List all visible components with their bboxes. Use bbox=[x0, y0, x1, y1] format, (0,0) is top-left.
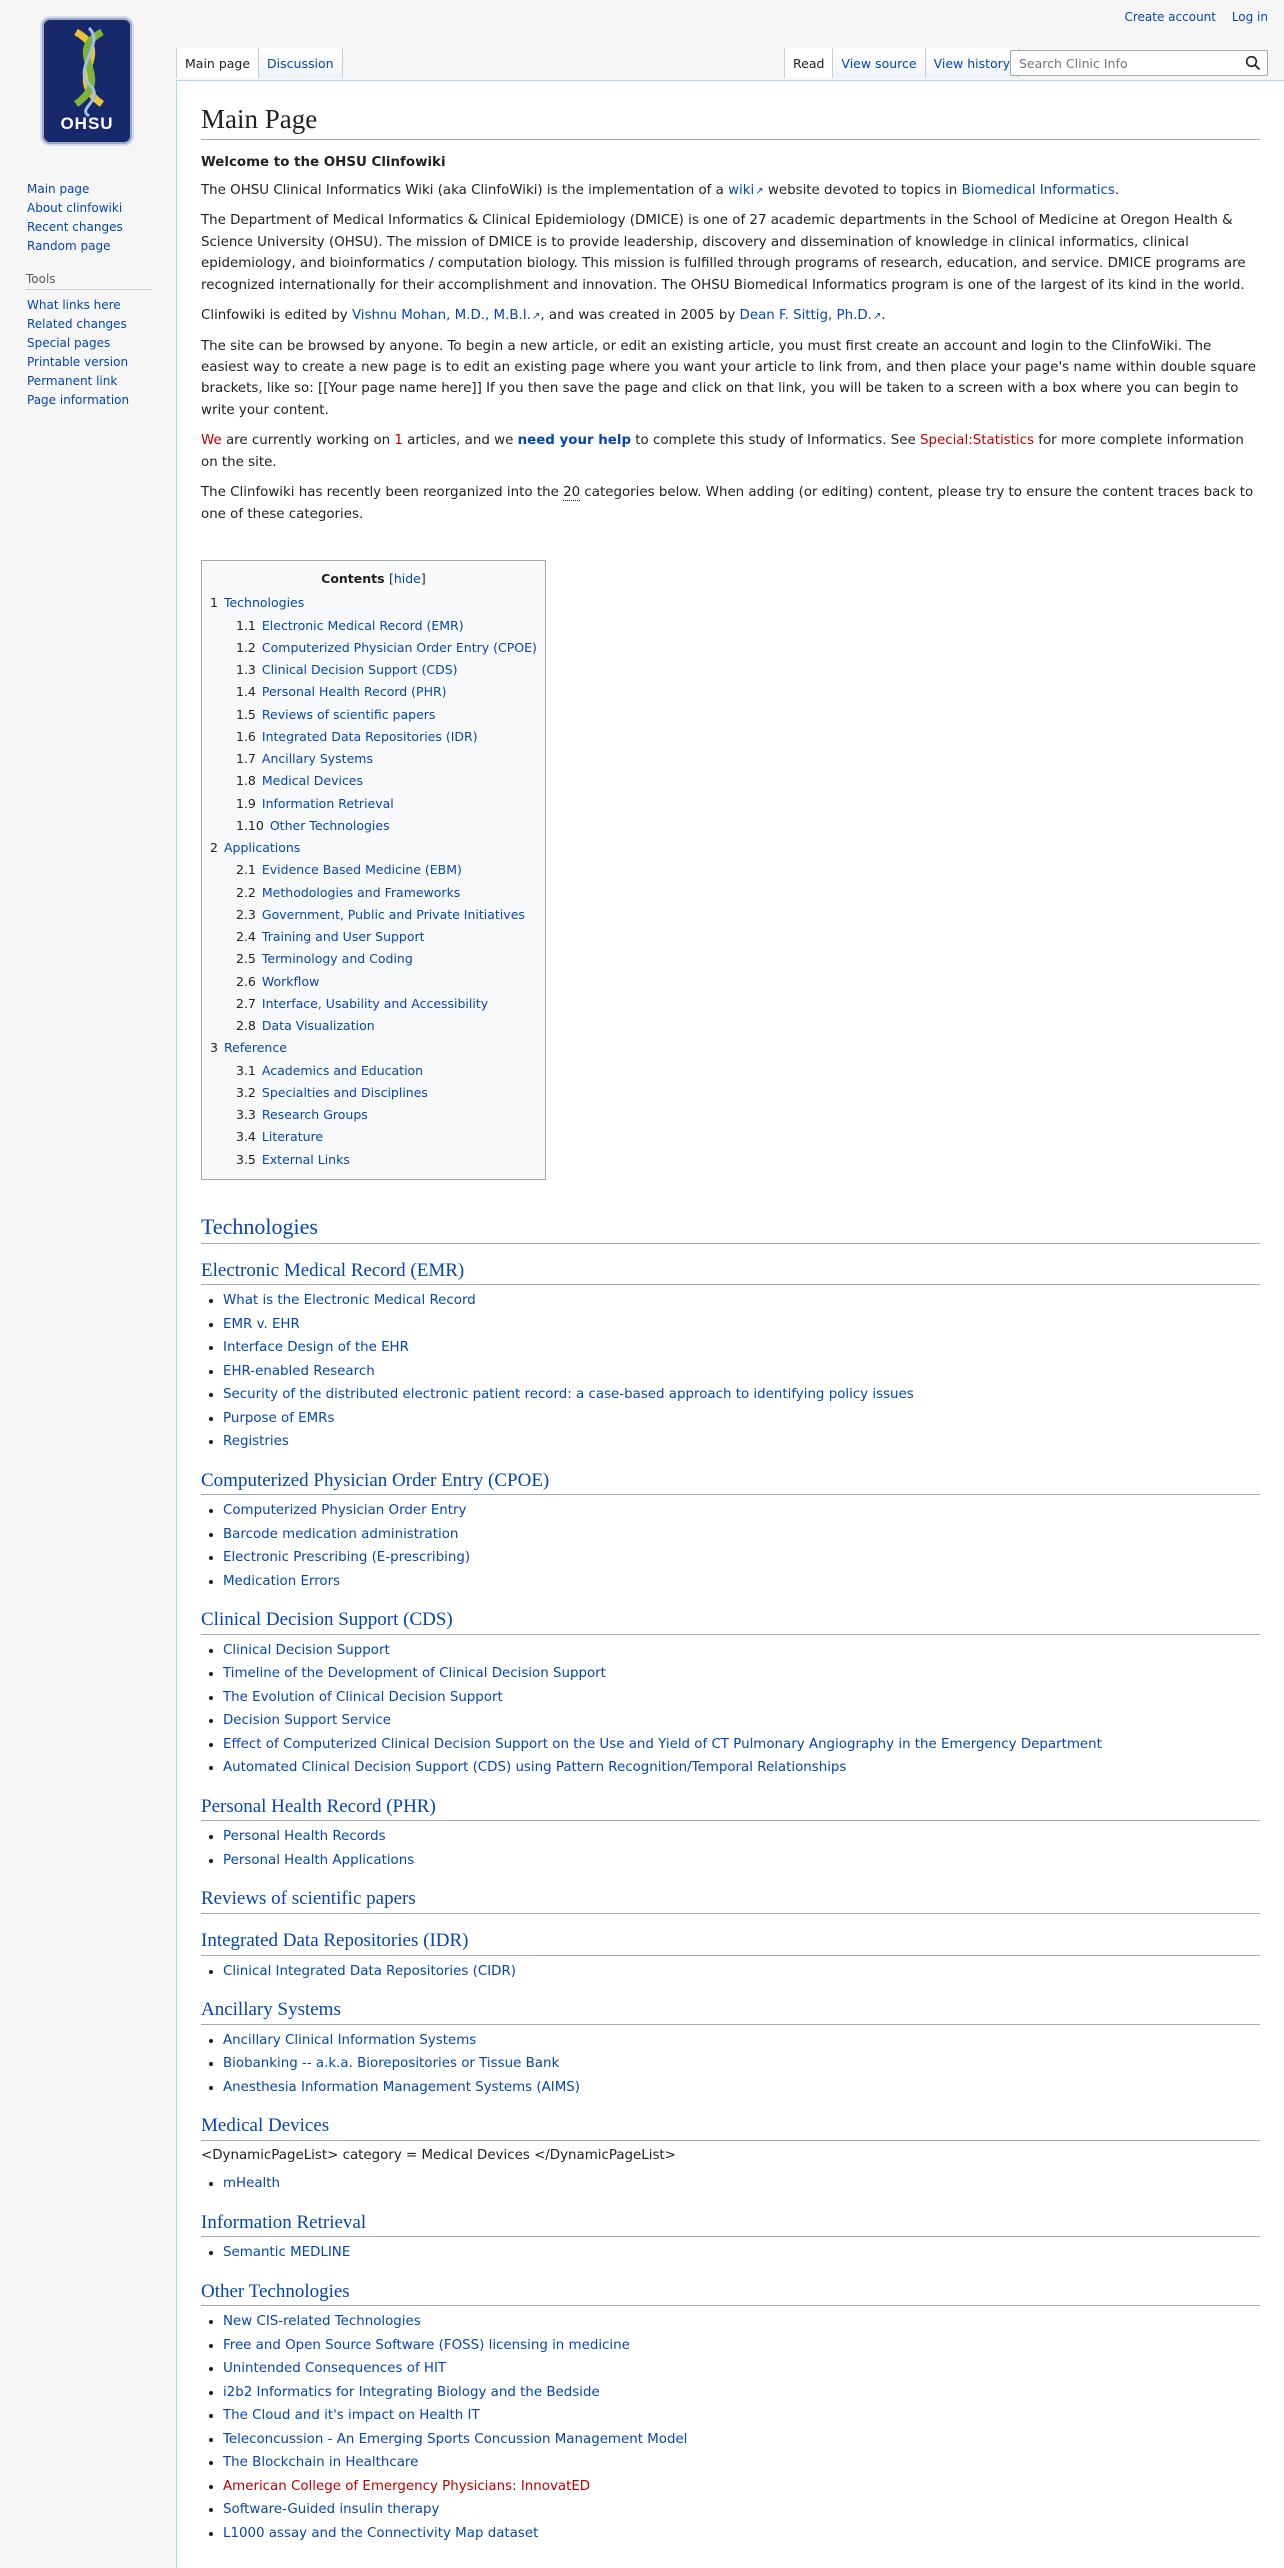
toc-label: Literature bbox=[261, 1129, 324, 1145]
list-item bbox=[223, 2522, 1260, 2546]
article-link[interactable]: The Blockchain in Healthcare bbox=[223, 2455, 419, 2471]
list-item bbox=[223, 1383, 1260, 1407]
toc-item bbox=[236, 704, 537, 726]
article-link[interactable]: EHR-enabled Research bbox=[223, 1363, 375, 1379]
toc-header: Contents [hide] bbox=[321, 571, 426, 586]
article-link[interactable]: New CIS-related Technologies bbox=[223, 2314, 421, 2330]
list-item bbox=[223, 2310, 1260, 2334]
toc-label: Government, Public and Private Initiatives bbox=[261, 906, 525, 922]
sidebar-item-random-page bbox=[27, 237, 176, 256]
list-item bbox=[223, 2357, 1260, 2381]
article-link[interactable]: What is the Electronic Medical Record bbox=[223, 1293, 476, 1309]
status-text-a: are currently working on bbox=[221, 433, 395, 449]
toc-item bbox=[236, 993, 537, 1015]
heading-medical-devices: Medical Devices bbox=[201, 2113, 1260, 2141]
toc-link-terminology-and-coding[interactable] bbox=[236, 951, 413, 966]
status-paragraph bbox=[201, 430, 1260, 473]
table-of-contents bbox=[201, 560, 546, 1180]
toc-label: Workflow bbox=[261, 973, 320, 989]
list-item bbox=[223, 2172, 1260, 2196]
sidebar-link-printable-version[interactable]: Printable version bbox=[27, 355, 129, 369]
vishnu-mohan-link[interactable]: Vishnu Mohan, M.D., M.B.I. ↗ bbox=[352, 308, 540, 323]
sections-container bbox=[201, 1258, 1260, 2546]
link-list bbox=[201, 1289, 1260, 1454]
create-account-link[interactable]: Create account bbox=[1124, 10, 1216, 24]
categories-text-a: The Clinfowiki has recently been reorganized into the bbox=[201, 485, 564, 501]
heading-integrated-data-repositories-idr: Integrated Data Repositories (IDR) bbox=[201, 1928, 1260, 1956]
toc-label: Information Retrieval bbox=[261, 795, 394, 811]
link-list bbox=[201, 2241, 1260, 2265]
toc-link-applications[interactable] bbox=[210, 840, 300, 855]
dmice-paragraph: The Department of Medical Informatics & Clinical Epidemiology (DMICE) is one of 27 academic departments in the School of Medicine at Oregon Health & Science University (OHSU). The mission of DMICE is to provide leadership, discovery and dissemination of knowledge in clinical informatics, clinical epidemiology, and bioinformatics / computation biology. This mission is fulfilled through programs of research, education, and service. DMICE programs are recognized internationally for their accomplishment and innovation. The OHSU Biomedical Informatics program is one of the largest of its kind in the world. bbox=[201, 213, 1246, 293]
article-count-link[interactable]: 1 bbox=[394, 433, 403, 449]
toc-label: Methodologies and Frameworks bbox=[261, 884, 461, 900]
heading-clinical-decision-support-cds: Clinical Decision Support (CDS) bbox=[201, 1607, 1260, 1635]
toc-link-workflow[interactable] bbox=[236, 974, 319, 989]
article-link[interactable]: Registries bbox=[223, 1434, 289, 1450]
need-your-help-link[interactable]: need your help bbox=[517, 433, 632, 449]
toc-label: Reference bbox=[223, 1040, 287, 1056]
sidebar bbox=[0, 180, 176, 426]
sidebar-item-special-pages bbox=[27, 334, 176, 353]
toc-number: 2.2 bbox=[236, 884, 256, 900]
article-link[interactable]: Semantic MEDLINE bbox=[223, 2245, 351, 2261]
list-item bbox=[223, 1849, 1260, 1873]
special-statistics-link[interactable]: Special:Statistics bbox=[919, 433, 1034, 449]
tab-main-page-label: Main page bbox=[185, 56, 251, 71]
toc-number: 1.6 bbox=[236, 728, 256, 744]
toc-number: 2.5 bbox=[236, 951, 256, 967]
article-link[interactable]: L1000 assay and the Connectivity Map dataset bbox=[223, 2525, 539, 2541]
tab-view-source-label[interactable]: View source bbox=[841, 56, 917, 71]
categories-text-b: categories below. When adding (or editing) content, please try to ensure the content traces back to one of these categories. bbox=[201, 485, 1254, 522]
link-list bbox=[201, 2029, 1260, 2100]
toc-item bbox=[236, 1082, 537, 1104]
toc-link-ancillary-systems[interactable] bbox=[236, 751, 373, 766]
heading-reviews-of-scientific-papers: Reviews of scientific papers bbox=[201, 1886, 1260, 1914]
sidebar-item-related-changes bbox=[27, 315, 176, 334]
toc-number: 1.7 bbox=[236, 751, 256, 766]
toc-number: 2.1 bbox=[236, 862, 256, 878]
link-list bbox=[201, 2172, 1260, 2196]
toc-item bbox=[236, 726, 537, 748]
toc-link-research-groups[interactable] bbox=[236, 1107, 368, 1122]
toc-link-medical-devices[interactable] bbox=[236, 773, 363, 788]
article-link[interactable]: Timeline of the Development of Clinical Decision Support bbox=[223, 1666, 606, 1682]
list-item bbox=[223, 1336, 1260, 1360]
toc-link-government-public-and-private-initiatives[interactable] bbox=[236, 907, 525, 922]
toc-item bbox=[236, 971, 537, 993]
main-content bbox=[176, 80, 1284, 2568]
link-list bbox=[201, 1960, 1260, 1984]
heading-electronic-medical-record-emr: Electronic Medical Record (EMR) bbox=[201, 1258, 1260, 1286]
toc-link-training-and-user-support[interactable] bbox=[236, 929, 425, 944]
intro-text-a: The OHSU Clinical Informatics Wiki (aka ClinfoWiki) is the implementation of a bbox=[201, 182, 729, 198]
tab-read[interactable] bbox=[784, 48, 833, 78]
list-item bbox=[223, 2498, 1260, 2522]
toc-link-literature[interactable] bbox=[236, 1129, 323, 1144]
list-item bbox=[223, 2451, 1260, 2475]
toc-item bbox=[236, 904, 537, 926]
wiki-link[interactable]: wiki ↗ bbox=[728, 183, 764, 198]
search-box bbox=[1010, 50, 1268, 76]
heading-other-technologies: Other Technologies bbox=[201, 2279, 1260, 2307]
article-link[interactable]: Security of the distributed electronic patient record: a case-based approach to identifying policy issues bbox=[223, 1387, 914, 1403]
list-item bbox=[223, 2334, 1260, 2358]
list-item bbox=[223, 1709, 1260, 1733]
list-item bbox=[223, 1960, 1260, 1984]
toc-item bbox=[236, 659, 537, 681]
toc-label: Evidence Based Medicine (EBM) bbox=[261, 862, 462, 878]
list-item bbox=[223, 1289, 1260, 1313]
toc-label: Specialties and Disciplines bbox=[261, 1084, 428, 1100]
toc-item bbox=[236, 681, 537, 703]
toc-label: Other Technologies bbox=[269, 817, 390, 833]
toc-item bbox=[236, 793, 537, 815]
list-item bbox=[223, 1639, 1260, 1663]
sidebar-link-main-page[interactable]: Main page bbox=[27, 182, 90, 196]
toc-link-academics-and-education[interactable] bbox=[236, 1063, 423, 1078]
toc-item bbox=[236, 1015, 537, 1037]
toc-link-evidence-based-medicine-ebm[interactable] bbox=[236, 862, 462, 877]
article-link[interactable]: The Evolution of Clinical Decision Support bbox=[223, 1689, 503, 1705]
article-link[interactable]: Personal Health Applications bbox=[223, 1852, 415, 1868]
welcome-heading: Welcome to the OHSU Clinfowiki bbox=[201, 155, 446, 171]
article-link[interactable]: Clinical Decision Support bbox=[223, 1642, 390, 1658]
toc-label: Applications bbox=[223, 840, 301, 855]
article-link[interactable]: Free and Open Source Software (FOSS) licensing in medicine bbox=[223, 2337, 630, 2353]
toc-item bbox=[236, 859, 537, 881]
list-item bbox=[223, 2404, 1260, 2428]
list-item bbox=[223, 2241, 1260, 2265]
heading-computerized-physician-order-entry-cpoe: Computerized Physician Order Entry (CPOE) bbox=[201, 1468, 1260, 1496]
toc-item bbox=[236, 1149, 537, 1171]
link-list bbox=[201, 2310, 1260, 2545]
toc-number: 1.8 bbox=[236, 773, 256, 789]
article-link[interactable]: Ancillary Clinical Information Systems bbox=[223, 2032, 477, 2048]
toc-number: 1.10 bbox=[236, 817, 264, 833]
toc-item bbox=[236, 637, 537, 659]
tab-view-history[interactable] bbox=[926, 48, 1020, 78]
toc-link-computerized-physician-order-entry-cpoe[interactable] bbox=[236, 640, 537, 655]
link-list bbox=[201, 1499, 1260, 1593]
article-link[interactable]: Software-Guided insulin therapy bbox=[223, 2502, 440, 2518]
list-item bbox=[223, 1499, 1260, 1523]
tab-discussion-label[interactable]: Discussion bbox=[267, 56, 334, 71]
toc-number: 1.1 bbox=[236, 617, 256, 633]
toc-number: 3.2 bbox=[236, 1084, 256, 1100]
toc-label: Interface, Usability and Accessibility bbox=[261, 995, 489, 1011]
sidebar-item-page-information bbox=[27, 391, 176, 410]
toc-number: 2.3 bbox=[236, 906, 256, 922]
sidebar-item-main-page bbox=[27, 180, 176, 199]
status-text-c: to complete this study of Informatics. See bbox=[631, 433, 920, 449]
toc-label: Training and User Support bbox=[261, 929, 425, 944]
toc-number: 1 bbox=[210, 595, 218, 611]
article-link[interactable]: Computerized Physician Order Entry bbox=[223, 1503, 467, 1519]
article-link[interactable]: Decision Support Service bbox=[223, 1713, 391, 1729]
toc-item bbox=[236, 615, 537, 637]
categories-paragraph bbox=[201, 482, 1260, 525]
toc-title: Contents bbox=[321, 571, 385, 586]
personal-tools bbox=[1112, 10, 1268, 24]
toc-list bbox=[210, 592, 537, 1171]
toc-item bbox=[236, 926, 537, 948]
article-link[interactable]: mHealth bbox=[223, 2176, 281, 2192]
sidebar-item-printable-version bbox=[27, 353, 176, 372]
toc-link-other-technologies[interactable] bbox=[236, 818, 390, 833]
toc-item bbox=[236, 1104, 537, 1126]
article-link[interactable]: EMR v. EHR bbox=[223, 1316, 300, 1332]
logo-text: OHSU bbox=[60, 114, 114, 133]
article-link[interactable]: Biobanking -- a.k.a. Biorepositories or Tissue Bank bbox=[223, 2056, 560, 2072]
editors-text-b: , and was created in 2005 by bbox=[540, 308, 740, 324]
sidebar-link-what-links-here[interactable]: What links here bbox=[27, 298, 121, 312]
list-item bbox=[223, 1756, 1260, 1780]
sidebar-item-permanent-link bbox=[27, 372, 176, 391]
intro-paragraph bbox=[201, 180, 1260, 201]
tab-discussion[interactable] bbox=[259, 48, 342, 78]
toc-label: Medical Devices bbox=[261, 773, 364, 789]
link-list bbox=[201, 1639, 1260, 1780]
toc-number: 2.7 bbox=[236, 995, 256, 1011]
tab-read-label: Read bbox=[793, 56, 825, 71]
toc-link-reference[interactable] bbox=[210, 1040, 287, 1055]
sidebar-link-recent-changes[interactable]: Recent changes bbox=[27, 220, 123, 234]
navigation-portlet bbox=[0, 180, 176, 256]
toc-link-electronic-medical-record-emr[interactable] bbox=[236, 618, 464, 633]
toc-item bbox=[236, 1126, 537, 1148]
list-item bbox=[223, 1570, 1260, 1594]
toc-label: Personal Health Record (PHR) bbox=[261, 684, 447, 700]
search-input[interactable] bbox=[1017, 52, 1237, 74]
article-link[interactable]: i2b2 Informatics for Integrating Biology and the Bedside bbox=[223, 2384, 600, 2400]
section-text: <DynamicPageList> category = Medical Devices </DynamicPageList> bbox=[201, 2147, 676, 2163]
article-link[interactable]: Personal Health Records bbox=[223, 1829, 386, 1845]
toc-link-data-visualization[interactable] bbox=[236, 1018, 375, 1033]
list-item bbox=[223, 1523, 1260, 1547]
article-link[interactable]: Automated Clinical Decision Support (CDS) using Pattern Recognition/Temporal Relationships bbox=[223, 1760, 847, 1776]
list-item bbox=[223, 1407, 1260, 1431]
sidebar-link-permanent-link[interactable]: Permanent link bbox=[27, 374, 118, 388]
toc-number: 2 bbox=[210, 840, 218, 855]
article-link[interactable]: Teleconcussion - An Emerging Sports Concussion Management Model bbox=[223, 2431, 688, 2447]
sidebar-item-recent-changes bbox=[27, 218, 176, 237]
toc-number: 1.5 bbox=[236, 706, 256, 722]
toc-number: 3.1 bbox=[236, 1062, 256, 1078]
search-icon[interactable] bbox=[1245, 55, 1261, 71]
toc-number: 1.3 bbox=[236, 662, 256, 677]
editors-paragraph bbox=[201, 305, 1260, 326]
helix-icon bbox=[46, 24, 132, 120]
list-item bbox=[223, 2029, 1260, 2053]
toc-link-technologies[interactable] bbox=[210, 595, 304, 610]
toc-link-interface-usability-and-accessibility[interactable] bbox=[236, 996, 488, 1011]
toc-item bbox=[236, 882, 537, 904]
article-link[interactable]: Barcode medication administration bbox=[223, 1526, 459, 1542]
sidebar-link-page-information[interactable]: Page information bbox=[27, 393, 130, 407]
toc-number: 2.4 bbox=[236, 929, 256, 944]
toc-section bbox=[210, 837, 537, 1037]
toc-link-reviews-of-scientific-papers[interactable] bbox=[236, 707, 435, 722]
editors-text-c: . bbox=[881, 308, 886, 324]
article-link[interactable]: Purpose of EMRs bbox=[223, 1410, 335, 1426]
toc-link-clinical-decision-support-cds[interactable] bbox=[236, 662, 458, 677]
article-link[interactable]: American College of Emergency Physicians: InnovatED bbox=[223, 2478, 591, 2494]
sidebar-item-what-links-here bbox=[27, 296, 176, 315]
toc-label: Academics and Education bbox=[261, 1062, 424, 1078]
we-link[interactable]: We bbox=[201, 433, 222, 449]
toc-item bbox=[236, 1060, 537, 1082]
sidebar-item-about-clinfowiki bbox=[27, 199, 176, 218]
sidebar-link-random-page[interactable]: Random page bbox=[27, 239, 111, 253]
toc-number: 3 bbox=[210, 1040, 218, 1056]
biomedical-informatics-link[interactable]: Biomedical Informatics bbox=[961, 182, 1115, 198]
toc-hide-link[interactable]: hide bbox=[393, 571, 421, 586]
toc-label: Integrated Data Repositories (IDR) bbox=[261, 728, 478, 744]
article-link[interactable]: Anesthesia Information Management Systems (AIMS) bbox=[223, 2079, 581, 2095]
status-text-b: articles, and we bbox=[402, 433, 518, 449]
login-link[interactable]: Log in bbox=[1231, 10, 1268, 24]
list-item bbox=[223, 1686, 1260, 1710]
heading-information-retrieval: Information Retrieval bbox=[201, 2210, 1260, 2238]
toc-link-personal-health-record-phr[interactable] bbox=[236, 684, 447, 699]
editors-text-a: Clinfowiki is edited by bbox=[201, 308, 352, 324]
toc-label: Terminology and Coding bbox=[261, 951, 413, 967]
toc-item bbox=[236, 948, 537, 970]
heading-technologies: Technologies bbox=[201, 1212, 1260, 1244]
article-link[interactable]: The Cloud and it's impact on Health IT bbox=[223, 2408, 480, 2424]
toc-link-specialties-and-disciplines[interactable] bbox=[236, 1085, 428, 1100]
toc-number: 1.9 bbox=[236, 795, 256, 811]
article-link[interactable]: Unintended Consequences of HIT bbox=[223, 2361, 447, 2377]
category-count: 20 bbox=[563, 485, 581, 501]
link-list bbox=[201, 1825, 1260, 1872]
toc-number: 3.3 bbox=[236, 1107, 256, 1122]
list-item bbox=[223, 1430, 1260, 1454]
sidebar-link-special-pages[interactable]: Special pages bbox=[27, 336, 111, 350]
intro-text-c: . bbox=[1114, 182, 1120, 198]
page-title: Main Page bbox=[201, 101, 1260, 140]
toc-label: Research Groups bbox=[261, 1107, 368, 1122]
status-text-d: for more complete information on the site. bbox=[201, 433, 1244, 470]
toc-label: Reviews of scientific papers bbox=[261, 706, 436, 722]
toc-section bbox=[210, 592, 537, 837]
toc-link-methodologies-and-frameworks[interactable] bbox=[236, 885, 460, 900]
toc-link-integrated-data-repositories-idr[interactable] bbox=[236, 729, 478, 744]
heading-personal-health-record-phr: Personal Health Record (PHR) bbox=[201, 1794, 1260, 1822]
toc-number: 1.2 bbox=[236, 639, 256, 655]
toc-label: Ancillary Systems bbox=[261, 751, 373, 766]
article-link[interactable]: Clinical Integrated Data Repositories (CIDR) bbox=[223, 1963, 516, 1979]
view-tabs bbox=[784, 48, 1019, 78]
toc-label: Electronic Medical Record (EMR) bbox=[261, 617, 464, 633]
toc-link-external-links[interactable] bbox=[236, 1152, 350, 1167]
article-link[interactable]: Effect of Computerized Clinical Decision Support on the Use and Yield of CT Pulmonary Angiography in the Emergency Department bbox=[223, 1736, 1102, 1752]
sidebar-link-related-changes[interactable]: Related changes bbox=[27, 317, 127, 331]
list-item bbox=[223, 2475, 1260, 2499]
article-link[interactable]: Medication Errors bbox=[223, 1573, 341, 1589]
toc-item bbox=[236, 748, 537, 770]
list-item bbox=[223, 2052, 1260, 2076]
article-link[interactable]: Electronic Prescribing (E-prescribing) bbox=[223, 1550, 471, 1566]
list-item bbox=[223, 1546, 1260, 1570]
tab-view-history-label[interactable]: View history bbox=[933, 56, 1011, 71]
list-item bbox=[223, 2428, 1260, 2452]
list-item bbox=[223, 2076, 1260, 2100]
toc-number: 2.6 bbox=[236, 973, 256, 989]
toc-item bbox=[236, 815, 537, 837]
namespace-tabs bbox=[176, 48, 343, 78]
toc-label: Clinical Decision Support (CDS) bbox=[261, 662, 458, 677]
list-item bbox=[223, 2381, 1260, 2405]
toc-label: Data Visualization bbox=[261, 1018, 375, 1033]
toc-label: Technologies bbox=[223, 595, 305, 611]
tools-portlet bbox=[0, 272, 176, 410]
toc-number: 3.5 bbox=[236, 1151, 256, 1167]
list-item bbox=[223, 1825, 1260, 1849]
sidebar-link-about-clinfowiki[interactable]: About clinfowiki bbox=[27, 201, 123, 215]
tools-heading: Tools bbox=[26, 272, 152, 290]
toc-label: Computerized Physician Order Entry (CPOE) bbox=[261, 639, 537, 655]
toc-label: External Links bbox=[261, 1151, 350, 1167]
list-item bbox=[223, 1360, 1260, 1384]
list-item bbox=[223, 1313, 1260, 1337]
list-item bbox=[223, 1662, 1260, 1686]
toc-section bbox=[210, 1037, 537, 1171]
dean-sittig-link[interactable]: Dean F. Sittig, Ph.D. ↗ bbox=[740, 308, 882, 323]
toc-number: 3.4 bbox=[236, 1129, 256, 1145]
toc-number: 2.8 bbox=[236, 1018, 256, 1033]
intro-text-b: website devoted to topics in bbox=[763, 182, 962, 198]
toc-link-information-retrieval[interactable] bbox=[236, 796, 394, 811]
tab-view-source[interactable] bbox=[833, 48, 925, 78]
browse-paragraph: The site can be browsed by anyone. To begin a new article, or edit an existing article, you must first create an account and login to the ClinfoWiki. The easiest way to create a new page is to edit an existing page where you want your article to link from, and then place your page's name within double square brackets, like so: [[Your page name here]] If you then save the page and click on that link, you will be taken to a screen with a box where you can begin to write your content. bbox=[201, 338, 1256, 418]
toc-item bbox=[236, 770, 537, 792]
tab-main-page[interactable] bbox=[177, 48, 259, 78]
ohsu-logo[interactable] bbox=[42, 18, 132, 144]
heading-ancillary-systems: Ancillary Systems bbox=[201, 1997, 1260, 2025]
toc-number: 1.4 bbox=[236, 684, 256, 700]
list-item bbox=[223, 1733, 1260, 1757]
article-link[interactable]: Interface Design of the EHR bbox=[223, 1340, 409, 1356]
